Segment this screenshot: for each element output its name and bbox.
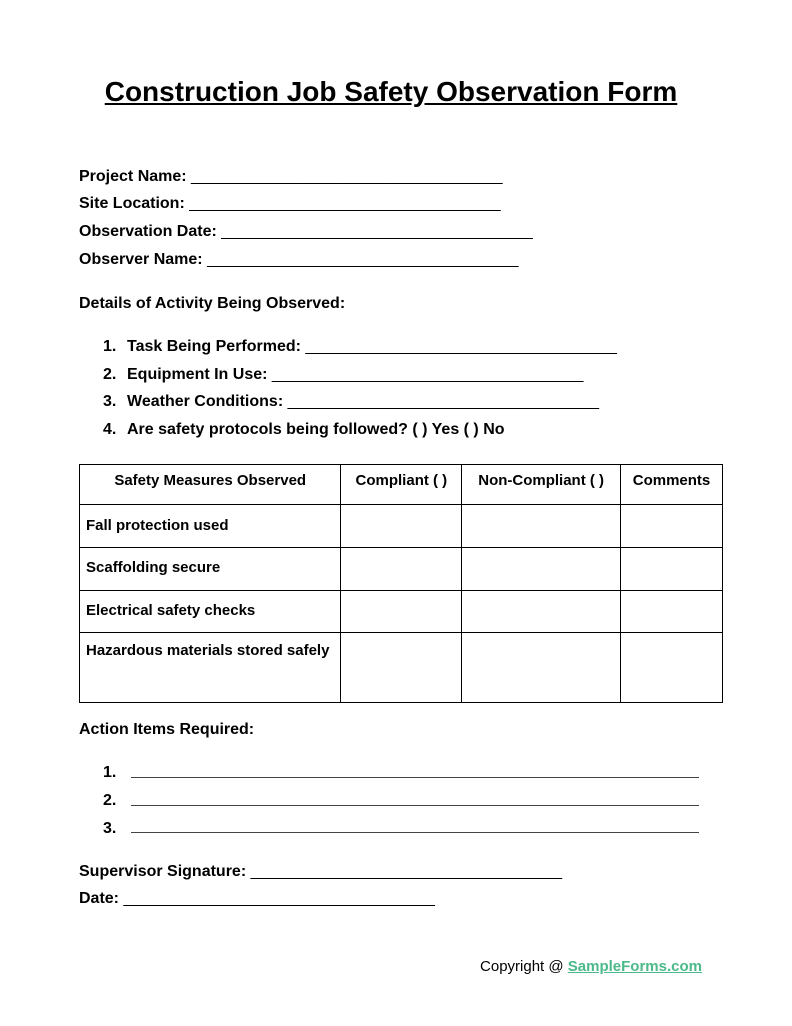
table-row [80,505,723,548]
date-label: Date: [79,890,120,907]
copyright-prefix: Copyright @ [480,958,568,975]
supervisor-signature-label: Supervisor Signature: [79,863,247,880]
observer-name-field [79,250,519,270]
action-item-number: 1. [103,764,117,781]
compliant-cell[interactable] [341,591,462,633]
action-items-heading: Action Items Required: [79,721,255,738]
observation-date-field [79,222,533,242]
non-compliant-cell[interactable] [462,505,621,548]
observer-name-label: Observer Name: [79,251,203,268]
task-blank[interactable]: ___________________________________ [305,338,617,355]
weather-blank[interactable]: ___________________________________ [287,393,600,410]
observation-date-label: Observation Date: [79,223,217,240]
table-row [80,633,723,703]
sampleforms-link[interactable]: SampleForms.com [567,958,702,975]
measure-cell: Fall protection used [80,505,341,548]
site-location-label: Site Location: [79,195,185,212]
measure-cell: Hazardous materials stored safely [80,633,341,703]
comments-cell[interactable] [621,591,723,633]
detail-label: Task Being Performed: [127,338,301,355]
project-name-blank[interactable]: ___________________________________ [191,168,503,185]
protocols-question[interactable]: Are safety protocols being followed? ( ) Yes ( ) No [127,421,505,438]
table-header-row [80,465,723,505]
non-compliant-cell[interactable] [462,548,621,591]
copyright-footer [480,957,702,977]
action-item-line-2[interactable] [131,805,699,806]
detail-number: 4. [103,421,117,438]
detail-label: Weather Conditions: [127,393,284,410]
measure-cell: Scaffolding secure [80,548,341,591]
action-item-line-1[interactable] [131,777,699,778]
action-item-line-3[interactable] [131,832,699,833]
date-field [79,889,435,909]
compliant-cell[interactable] [341,505,462,548]
detail-number: 1. [103,338,117,355]
table-row [80,591,723,633]
header-measures: Safety Measures Observed [80,465,341,505]
date-blank[interactable]: ___________________________________ [123,890,435,907]
detail-label: Equipment In Use: [127,366,268,383]
site-location-blank[interactable]: ___________________________________ [189,195,501,212]
supervisor-signature-blank[interactable]: ___________________________________ [250,863,563,880]
header-compliant: Compliant ( ) [341,465,462,505]
project-name-field [79,167,503,187]
measure-cell: Electrical safety checks [80,591,341,633]
observation-date-blank[interactable]: ___________________________________ [221,223,533,240]
action-item-number: 2. [103,792,117,809]
equipment-blank[interactable]: ___________________________________ [271,366,584,383]
non-compliant-cell[interactable] [462,591,621,633]
details-heading: Details of Activity Being Observed: [79,295,346,312]
form-title: Construction Job Safety Observation Form [104,76,678,107]
comments-cell[interactable] [621,505,723,548]
safety-measures-table [79,464,723,703]
project-name-label: Project Name: [79,168,187,185]
header-comments: Comments [621,465,723,505]
observer-name-blank[interactable]: ___________________________________ [207,251,519,268]
supervisor-signature-field [79,862,562,882]
detail-number: 2. [103,366,117,383]
detail-number: 3. [103,393,117,410]
site-location-field [79,194,501,214]
compliant-cell[interactable] [341,548,462,591]
non-compliant-cell[interactable] [462,633,621,703]
comments-cell[interactable] [621,548,723,591]
header-non-compliant: Non-Compliant ( ) [462,465,621,505]
action-item-number: 3. [103,820,117,837]
compliant-cell[interactable] [341,633,462,703]
comments-cell[interactable] [621,633,723,703]
table-row [80,548,723,591]
